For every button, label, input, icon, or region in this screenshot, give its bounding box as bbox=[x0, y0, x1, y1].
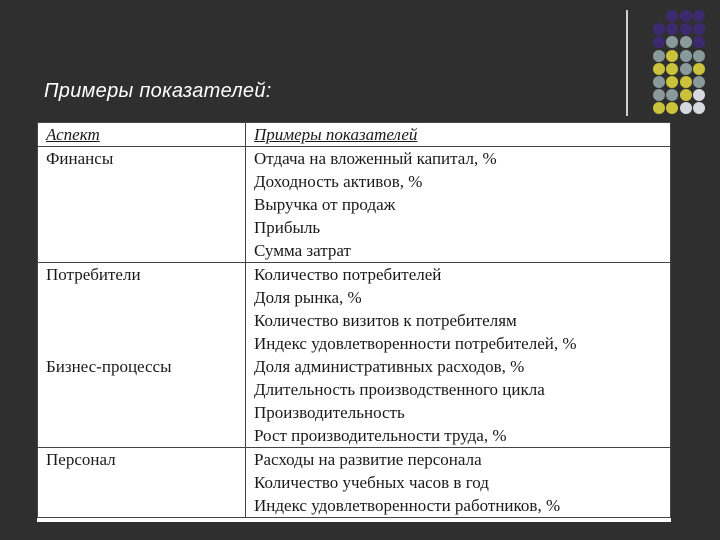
decorative-dot bbox=[680, 36, 692, 48]
indicators-table-container bbox=[37, 122, 671, 522]
table-header-row bbox=[38, 123, 671, 147]
decorative-dot bbox=[693, 10, 705, 22]
example-item: Выручка от продаж bbox=[254, 195, 396, 214]
example-item: Доля административных расходов, % bbox=[254, 357, 525, 376]
table-row bbox=[38, 263, 671, 448]
table-row bbox=[38, 448, 671, 518]
decorative-dot bbox=[680, 102, 692, 114]
decorative-dot bbox=[693, 36, 705, 48]
decorative-dot bbox=[666, 89, 678, 101]
aspect-cell bbox=[38, 448, 246, 518]
example-item: Отдача на вложенный капитал, % bbox=[254, 149, 497, 168]
examples-cell bbox=[246, 263, 671, 448]
indicators-table bbox=[37, 122, 671, 518]
example-item: Длительность производственного цикла bbox=[254, 380, 545, 399]
decorative-dot bbox=[653, 63, 665, 75]
decorative-dot bbox=[693, 23, 705, 35]
decorative-dot bbox=[680, 50, 692, 62]
decorative-dot bbox=[653, 89, 665, 101]
decorative-dot bbox=[680, 10, 692, 22]
example-item: Прибыль bbox=[254, 218, 321, 237]
example-item: Количество визитов к потребителям bbox=[254, 311, 517, 330]
header-examples: Примеры показателей bbox=[246, 123, 671, 147]
decorative-dot bbox=[693, 89, 705, 101]
examples-cell bbox=[246, 147, 671, 263]
example-item: Рост производительности труда, % bbox=[254, 426, 507, 445]
decorative-dot bbox=[653, 23, 665, 35]
decorative-dot bbox=[693, 102, 705, 114]
decorative-dot bbox=[693, 76, 705, 88]
decorative-dot bbox=[653, 36, 665, 48]
aspect-label: Бизнес-процессы bbox=[46, 357, 172, 376]
decorative-dot bbox=[666, 102, 678, 114]
decorative-dot bbox=[693, 50, 705, 62]
decorative-dot bbox=[653, 102, 665, 114]
decorative-dot bbox=[680, 89, 692, 101]
example-item: Количество потребителей bbox=[254, 265, 442, 284]
example-item: Количество учебных часов в год bbox=[254, 473, 489, 492]
decorative-dot bbox=[693, 63, 705, 75]
table-row bbox=[38, 147, 671, 263]
aspect-cell bbox=[38, 263, 246, 448]
decorative-dot bbox=[666, 50, 678, 62]
decorative-dot bbox=[653, 76, 665, 88]
decorative-dot bbox=[666, 10, 678, 22]
aspect-cell bbox=[38, 147, 246, 263]
examples-cell bbox=[246, 448, 671, 518]
decorative-dot bbox=[653, 50, 665, 62]
decorative-dot bbox=[666, 76, 678, 88]
aspect-label: Финансы bbox=[46, 149, 114, 168]
decorative-dot bbox=[666, 23, 678, 35]
example-item: Индекс удовлетворенности работников, % bbox=[254, 496, 561, 515]
divider-line bbox=[626, 10, 628, 116]
aspect-label: Персонал bbox=[46, 450, 116, 469]
example-item: Производительность bbox=[254, 403, 405, 422]
example-item: Доходность активов, % bbox=[254, 172, 423, 191]
header-aspect: Аспект bbox=[38, 123, 246, 147]
decorative-dot bbox=[666, 36, 678, 48]
example-item: Доля рынка, % bbox=[254, 288, 362, 307]
aspect-label: Потребители bbox=[46, 265, 141, 284]
decorative-dot bbox=[680, 23, 692, 35]
example-item: Сумма затрат bbox=[254, 241, 351, 260]
decorative-dot bbox=[666, 63, 678, 75]
example-item: Расходы на развитие персонала bbox=[254, 450, 482, 469]
decorative-dot bbox=[680, 63, 692, 75]
slide-title: Примеры показателей: bbox=[44, 80, 272, 102]
example-item: Индекс удовлетворенности потребителей, % bbox=[254, 334, 577, 353]
decorative-dot bbox=[680, 76, 692, 88]
decorative-dot-grid bbox=[640, 10, 720, 116]
